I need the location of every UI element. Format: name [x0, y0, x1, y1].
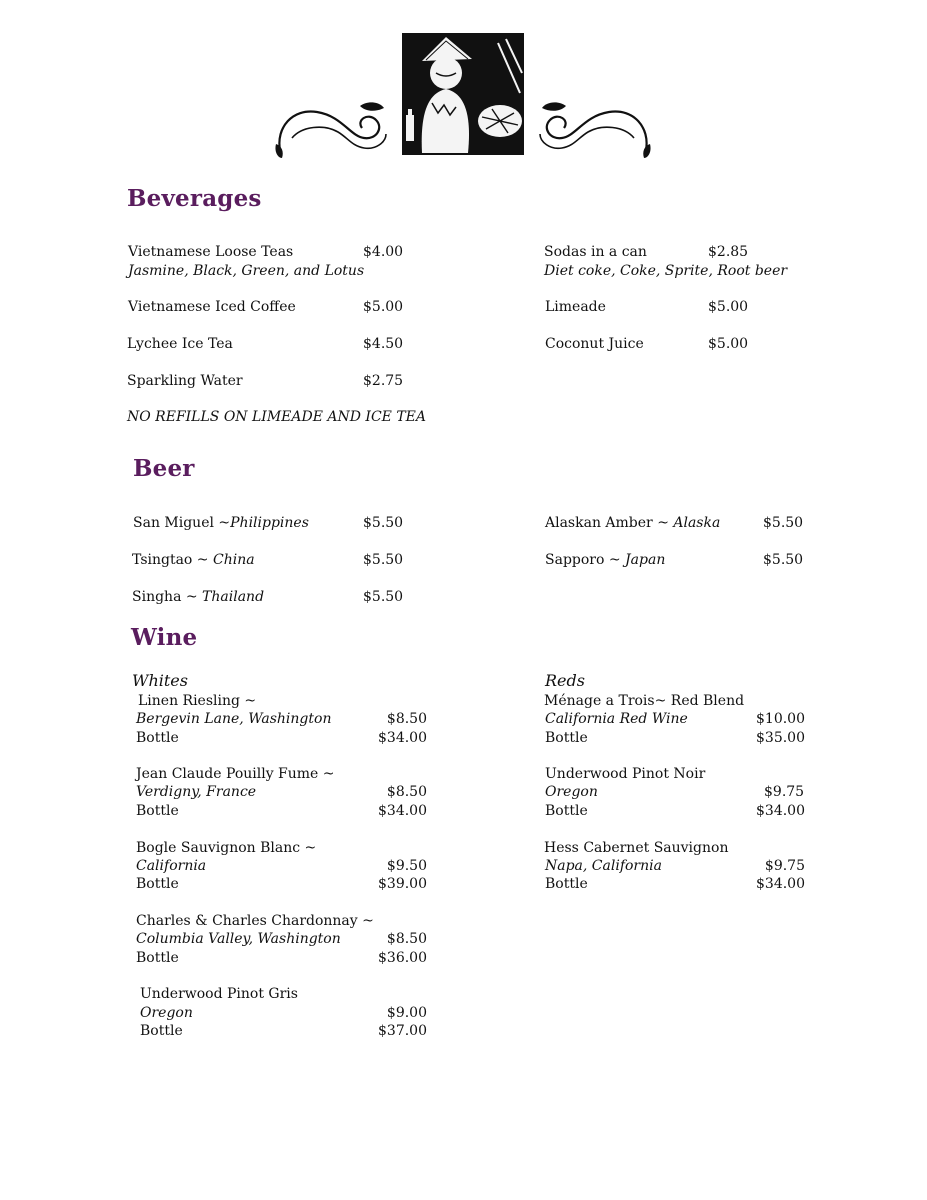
- restaurant-logo-illustration: [402, 33, 524, 155]
- wine-origin: Oregon: [140, 1005, 193, 1021]
- reds-subheading: Reds: [545, 671, 585, 690]
- beer-origin: Thailand: [202, 589, 265, 605]
- menu-item-price: $2.75: [363, 373, 404, 389]
- menu-item-name: Coconut Juice: [545, 336, 644, 352]
- bottle-label: Bottle: [136, 876, 179, 892]
- bottle-label: Bottle: [545, 803, 588, 819]
- wine-origin: Bergevin Lane, Washington: [136, 711, 332, 727]
- bottle-label: Bottle: [136, 803, 179, 819]
- beer-name: Alaskan Amber ~: [545, 515, 674, 531]
- beer-name: Singha ~: [132, 589, 203, 605]
- right-swirl-ornament: [536, 98, 654, 160]
- wine-glass-price: $9.75: [764, 784, 805, 800]
- wine-name: Bogle Sauvignon Blanc ~: [136, 840, 317, 856]
- wine-glass-price: $9.75: [764, 858, 805, 874]
- wine-glass-price: $9.50: [386, 858, 427, 874]
- wine-bottle-price: $34.00: [756, 876, 805, 892]
- wine-glass-price: $9.00: [386, 1005, 427, 1021]
- wine-bottle-price: $39.00: [378, 876, 427, 892]
- bottle-label: Bottle: [545, 876, 588, 892]
- wine-name: Jean Claude Pouilly Fume ~: [136, 766, 335, 782]
- wine-origin: Columbia Valley, Washington: [136, 931, 341, 947]
- wine-name: Linen Riesling ~: [138, 693, 257, 709]
- left-swirl-ornament: [272, 98, 390, 160]
- beer-name: Tsingtao ~: [132, 552, 213, 568]
- bottle-label: Bottle: [140, 1023, 183, 1039]
- wine-name: Hess Cabernet Sauvignon: [544, 840, 729, 856]
- wine-name: Charles & Charles Chardonnay ~: [136, 913, 374, 929]
- beer-item: [545, 514, 720, 532]
- bottle-label: Bottle: [545, 730, 588, 746]
- beer-item: [545, 551, 665, 569]
- bottle-label: Bottle: [136, 730, 179, 746]
- beer-origin: China: [213, 552, 255, 568]
- wine-name: Underwood Pinot Gris: [140, 986, 298, 1002]
- whites-subheading: Whites: [132, 671, 188, 690]
- bottle-label: Bottle: [136, 950, 179, 966]
- menu-item-price: $4.00: [363, 244, 404, 260]
- beer-item: [132, 588, 264, 606]
- wine-origin: California: [136, 858, 207, 874]
- wine-name: Ménage a Trois~ Red Blend: [544, 693, 745, 709]
- wine-origin: Napa, California: [545, 858, 662, 874]
- beer-item: [133, 514, 309, 532]
- menu-item-name: Limeade: [545, 299, 606, 315]
- menu-item-price: $5.00: [708, 299, 749, 315]
- menu-item-description: Jasmine, Black, Green, and Lotus: [128, 263, 365, 279]
- menu-item-price: $5.50: [363, 552, 404, 568]
- menu-item-price: $5.00: [363, 299, 404, 315]
- menu-item-description: Diet coke, Coke, Sprite, Root beer: [544, 263, 788, 279]
- beer-item: [132, 551, 255, 569]
- wine-origin: Verdigny, France: [136, 784, 257, 800]
- wine-glass-price: $10.00: [756, 711, 805, 727]
- wine-glass-price: $8.50: [386, 784, 427, 800]
- wine-bottle-price: $34.00: [756, 803, 805, 819]
- beer-origin: Japan: [625, 552, 666, 568]
- refill-note: NO REFILLS ON LIMEADE AND ICE TEA: [127, 409, 426, 425]
- menu-item-price: $5.50: [363, 515, 404, 531]
- beer-origin: Philippines: [230, 515, 309, 531]
- menu-item-price: $5.50: [763, 552, 804, 568]
- wine-glass-price: $8.50: [386, 711, 427, 727]
- wine-bottle-price: $37.00: [378, 1023, 427, 1039]
- wine-glass-price: $8.50: [386, 931, 427, 947]
- beverages-heading: Beverages: [127, 185, 262, 212]
- menu-item-name: Vietnamese Loose Teas: [128, 244, 294, 260]
- wine-bottle-price: $34.00: [378, 803, 427, 819]
- beer-origin: Alaska: [673, 515, 721, 531]
- menu-item-price: $5.50: [363, 589, 404, 605]
- menu-item-price: $2.85: [708, 244, 749, 260]
- menu-item-name: Vietnamese Iced Coffee: [128, 299, 296, 315]
- beer-name: Sapporo ~: [545, 552, 626, 568]
- wine-origin: California Red Wine: [545, 711, 688, 727]
- wine-bottle-price: $34.00: [378, 730, 427, 746]
- beer-heading: Beer: [133, 455, 195, 482]
- wine-bottle-price: $36.00: [378, 950, 427, 966]
- menu-item-name: Lychee Ice Tea: [127, 336, 233, 352]
- menu-item-price: $5.50: [763, 515, 804, 531]
- menu-item-name: Sparkling Water: [127, 373, 243, 389]
- wine-name: Underwood Pinot Noir: [545, 766, 706, 782]
- menu-item-price: $4.50: [363, 336, 404, 352]
- wine-heading: Wine: [131, 624, 198, 651]
- menu-item-price: $5.00: [708, 336, 749, 352]
- beer-name: San Miguel ~: [133, 515, 231, 531]
- wine-bottle-price: $35.00: [756, 730, 805, 746]
- menu-item-name: Sodas in a can: [544, 244, 647, 260]
- wine-origin: Oregon: [545, 784, 598, 800]
- vietnamese-woman-icon: [402, 33, 524, 155]
